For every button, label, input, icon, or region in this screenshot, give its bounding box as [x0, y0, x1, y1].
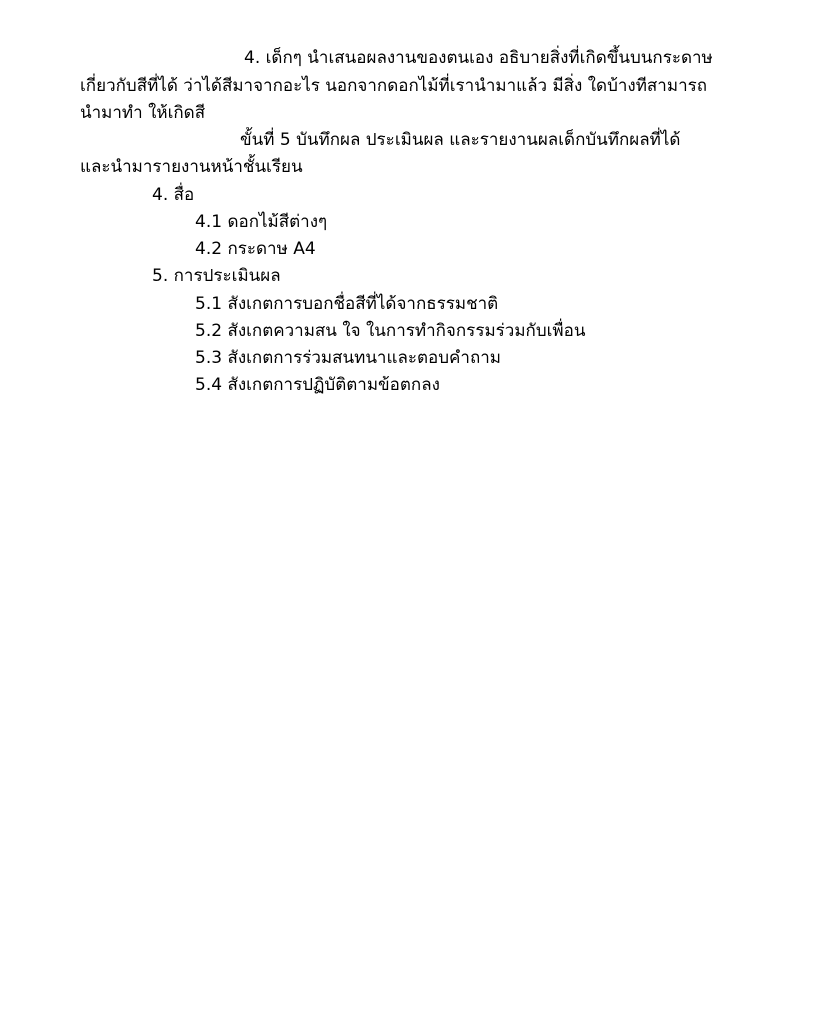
step5-line-1: ขั้นที่ 5 บันทึกผล ประเมินผล และรายงานผลเด็กบันทึกผลที่ได้ [240, 130, 681, 150]
media-heading: 4. สื่อ [152, 185, 195, 205]
evaluation-item: 5.3 สังเกตการร่วมสนทนาและตอบคำถาม [195, 348, 501, 368]
step4-line-2: เกี่ยวกับสีที่ได้ ว่าได้สีมาจากอะไร นอกจากดอกไม้ที่เรานำมาแล้ว มีสิ่ง ใดบ้างทีสามารถ [80, 76, 708, 96]
media-item: 4.2 กระดาษ A4 [195, 239, 316, 259]
step4-line-3: นำมาทำ ให้เกิดสี [80, 103, 206, 123]
evaluation-item: 5.2 สังเกตความสน ใจ ในการทำกิจกรรมร่วมกับเพื่อน [195, 321, 586, 341]
step4-line-1: 4. เด็กๆ นำเสนอผลงานของตนเอง อธิบายสิ่งที่เกิดขึ้นบนกระดาษ [244, 48, 713, 68]
step5-line-2: และนำมารายงานหน้าชั้นเรียน [80, 157, 303, 177]
evaluation-item: 5.1 สังเกตการบอกชื่อสีที่ได้จากธรรมชาติ [195, 294, 499, 314]
evaluation-heading: 5. การประเมินผล [152, 266, 281, 286]
evaluation-item: 5.4 สังเกตการปฏิบัติตามข้อตกลง [195, 375, 440, 395]
media-item: 4.1 ดอกไม้สีต่างๆ [195, 212, 328, 232]
